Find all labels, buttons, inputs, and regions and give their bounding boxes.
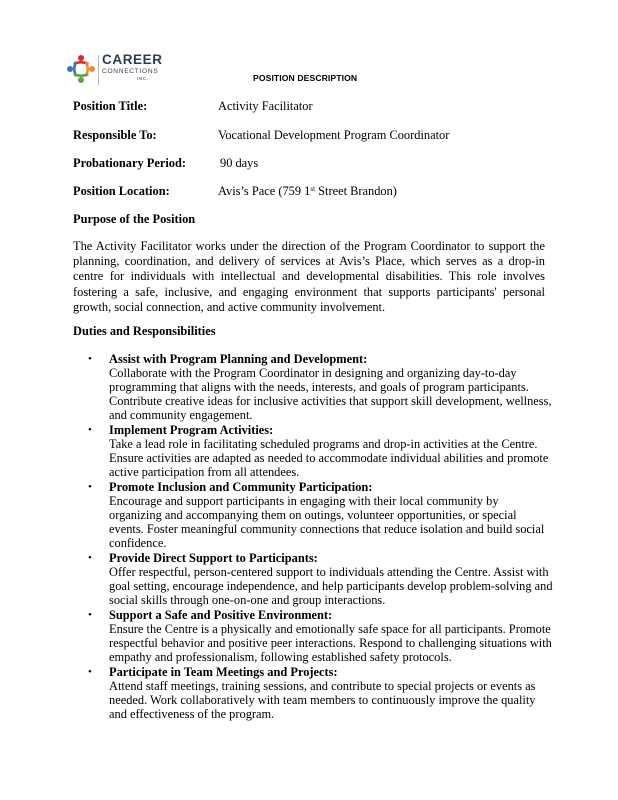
duty-item (73, 608, 553, 664)
duty-description: Encourage and support participants in engaging with their local community by organizing and accompanying them on outings, volunteer opportunities, or special events. Foster meaningful community connections that reduce isolation and build social confidence. (109, 494, 545, 550)
location-ordinal-suffix: st (310, 185, 316, 193)
position-title-value: Activity Facilitator (218, 99, 313, 113)
probationary-period-label: Probationary Period: (73, 156, 186, 170)
logo-text-career: CAREER (102, 52, 163, 67)
position-location-label: Position Location: (73, 184, 170, 198)
duty-description: Collaborate with the Program Coordinator in designing and organizing day-to-day programming that aligns with the needs, interests, and goals of program participants. Contribute creative ideas for inclusive activities that support skill development, wellness, and community engagement. (109, 366, 552, 422)
location-text-start: Avis’s Pace (759 1 (218, 184, 311, 198)
bullet-icon: • (88, 666, 92, 678)
position-title-label: Position Title: (73, 99, 148, 113)
career-connections-logo (65, 53, 185, 87)
logo-text-inc: INC. (137, 76, 149, 81)
duty-title: Implement Program Activities: (109, 423, 274, 437)
duties-heading: Duties and Responsibilities (73, 324, 216, 338)
duty-item (73, 423, 553, 479)
duties-list (73, 352, 553, 722)
purpose-heading: Purpose of the Position (73, 212, 196, 226)
duty-item (73, 480, 553, 550)
duty-title: Support a Safe and Positive Environment: (109, 608, 333, 622)
bullet-icon: • (88, 552, 92, 564)
duty-title: Provide Direct Support to Participants: (109, 551, 318, 565)
probationary-period-value: 90 days (220, 156, 259, 170)
duty-description: Take a lead role in facilitating scheduled programs and drop-in activities at the Centre. Ensure activities are adapted as needed to accommodate individual abilities and promote active participation from all attendees. (109, 437, 549, 479)
duty-item (73, 665, 553, 721)
logo-text-connections: CONNECTIONS (102, 68, 159, 75)
responsible-to-value: Vocational Development Program Coordinator (218, 128, 450, 142)
bullet-icon: • (88, 424, 92, 436)
document-title: POSITION DESCRIPTION (253, 73, 358, 83)
duty-description: Ensure the Centre is a physically and emotionally safe space for all participants. Promote respectful behavior and positive peer interactions. Respond to challenging situations with empathy and professionalism, following established safety protocols. (109, 622, 552, 664)
purpose-paragraph: The Activity Facilitator works under the direction of the Program Coordinator to support the planning, coordination, and delivery of services at Avis’s Place, which serves as a drop-in centre for individuals with intellectual and developmental disabilities. This role involves fostering a safe, inclusive, and engaging environment that supports participants' personal growth, social connection, and active community involvement. (73, 239, 545, 314)
location-text-end: Street Brandon) (315, 184, 397, 198)
bullet-icon: • (88, 481, 92, 493)
bullet-icon: • (88, 609, 92, 621)
people-circle-icon (65, 53, 97, 85)
duty-item (73, 352, 553, 422)
responsible-to-label: Responsible To: (73, 128, 157, 142)
logo-divider (98, 55, 99, 85)
duty-title: Participate in Team Meetings and Projects: (109, 665, 338, 679)
position-location-value (218, 184, 397, 199)
duty-title: Promote Inclusion and Community Participation: (109, 480, 373, 494)
duty-item (73, 551, 553, 607)
bullet-icon: • (88, 353, 92, 365)
duty-title: Assist with Program Planning and Development: (109, 352, 368, 366)
duty-description: Attend staff meetings, training sessions, and contribute to special projects or events as needed. Work collaboratively with team members to continuously improve the quality and effectiveness of the program. (109, 679, 536, 721)
duty-description: Offer respectful, person-centered support to individuals attending the Centre. Assist with goal setting, encourage independence, and help participants develop problem-solving and social skills through one-on-one and group interactions. (109, 565, 553, 607)
